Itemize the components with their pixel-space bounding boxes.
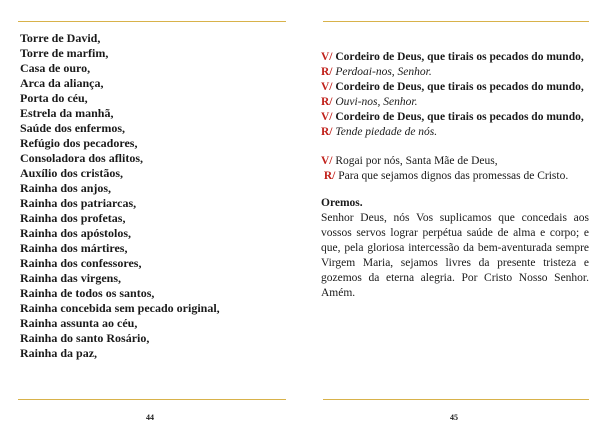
litany-line: Casa de ouro, [20,61,91,75]
litany-line: Estrela da manhã, [20,106,114,120]
litany-line: Arca da aliança, [20,76,104,90]
prayer-text: Senhor Deus, nós Vos suplicamos que concedais aos vossos servos lograr perpétua saúde de alma e corpo; e que, pela gloriosa intercessão da bem-aventurada sempre Virgem Maria, sejamos livres da presente tristeza e gozemos da eterna alegria. Por Cristo Nosso Senhor. Amém. [321,212,589,299]
response-marker: R/ [321,66,333,78]
litany-line: Auxílio dos cristãos, [20,166,124,180]
litany-line: Rainha dos profetas, [20,211,126,225]
versicle-marker: V/ [321,155,333,167]
versicle-marker: V/ [321,81,333,93]
agnus-versicle-line [321,50,589,65]
agnus-response-text: Tende piedade de nós. [335,126,438,138]
versicle-marker: V/ [321,51,333,63]
agnus-versicle-line [321,80,589,95]
page-number: 45 [450,413,458,422]
litany-line: Rainha concebida sem pecado original, [20,301,220,315]
litany-line: Torre de marfim, [20,46,109,60]
litany-line: Rainha dos apóstolos, [20,226,132,240]
litany-line: Torre de David, [20,31,101,45]
agnus-dei-block [321,50,589,140]
litany-line: Rainha das virgens, [20,271,122,285]
litany-line: Rainha do santo Rosário, [20,331,150,345]
litany-line: Rainha de todos os santos, [20,286,155,300]
agnus-versicle-text: Cordeiro de Deus, que tirais os pecados do mundo, [335,111,584,123]
litany-line: Rainha dos patriarcas, [20,196,137,210]
response-text: Para que sejamos dignos das promessas de Cristo. [338,170,569,182]
versicle-marker: V/ [321,111,333,123]
right-page-content [321,50,589,301]
litany-line: Rainha assunta ao céu, [20,316,138,330]
litany-line: Refúgio dos pecadores, [20,136,138,150]
top-rule [323,21,589,22]
top-rule [18,21,286,22]
litany-line: Rainha da paz, [20,346,98,360]
response-marker: R/ [321,126,333,138]
agnus-response-text: Perdoai-nos, Senhor. [335,66,432,78]
agnus-response-text: Ouvi-nos, Senhor. [335,96,418,108]
versicle-text: Rogai por nós, Santa Mãe de Deus, [335,155,498,167]
litany-line: Rainha dos confessores, [20,256,142,270]
litany-line: Consoladora dos aflitos, [20,151,144,165]
response-line [321,169,589,184]
bottom-rule [323,399,589,400]
page-number: 44 [146,413,154,422]
right-page [303,0,606,432]
litany-line: Porta do céu, [20,91,88,105]
response-marker: R/ [321,96,333,108]
litany-line: Rainha dos anjos, [20,181,112,195]
versicle-line [321,154,589,169]
agnus-response-line [321,95,589,110]
agnus-response-line [321,125,589,140]
response-marker: R/ [323,170,336,182]
bottom-rule [18,399,286,400]
prayer-title: Oremos. [321,197,363,209]
agnus-versicle-text: Cordeiro de Deus, que tirais os pecados do mundo, [335,81,584,93]
agnus-versicle-text: Cordeiro de Deus, que tirais os pecados do mundo, [335,51,584,63]
litany-list [20,31,220,361]
litany-line: Saúde dos enfermos, [20,121,126,135]
agnus-response-line [321,65,589,80]
litany-line: Rainha dos mártires, [20,241,128,255]
agnus-versicle-line [321,110,589,125]
